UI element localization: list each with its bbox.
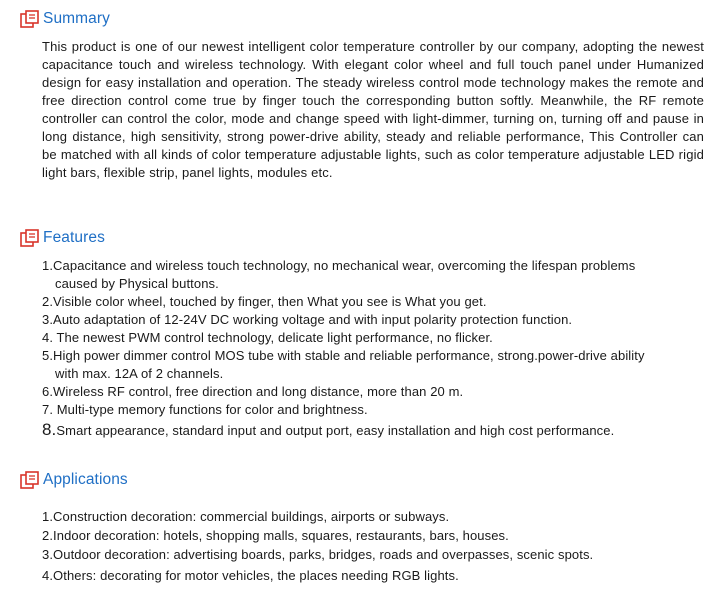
list-item: 3.Auto adaptation of 12-24V DC working voltage and with input polarity protection function. [42, 312, 573, 327]
list-item: 4. The newest PWM control technology, delicate light performance, no flicker. [42, 330, 493, 345]
list-item: 4.Others: decorating for motor vehicles, the places needing RGB lights. [42, 568, 459, 583]
list-item: 1.Construction decoration: commercial buildings, airports or subways. [42, 509, 450, 524]
summary-paragraph: This product is one of our newest intelligent color temperature controller by our company, adopting the newest capacitance touch and wireless technology. With elegant color wheel and full touch panel under Humanized design for easy installation and operation. The steady wireless control mode technology makes the remote and free direction control come true by finger touch the corresponding button softly. Meanwhile, the RF remote controller can control the color, mode and change speed with light-dimmer, turning on, turning off and pause in long distance, high sensitivity, strong power-drive ability, steady and reliable performance, This Controller can be matched with all kinds of color temperature adjustable lights, such as color temperature adjustable LED rigid light bars, flexible strip, panel lights, modules etc. [42, 39, 704, 180]
list-item: 5.High power dimmer control MOS tube with stable and reliable performance, strong.power-drive ability with max. 12A of 2 channels. [42, 348, 645, 381]
list-item: 8.Smart appearance, standard input and output port, easy installation and high cost performance. [42, 420, 615, 439]
features-heading [20, 229, 105, 247]
list-item: 2.Visible color wheel, touched by finger, then What you see is What you get. [42, 294, 487, 309]
summary-title: Summary [43, 10, 111, 27]
applications-title: Applications [43, 471, 128, 488]
applications-heading [20, 471, 128, 489]
applications-list [42, 507, 710, 585]
summary-heading [20, 10, 110, 28]
document-icon [20, 229, 40, 247]
features-title: Features [43, 229, 105, 246]
document-icon [20, 10, 40, 28]
list-item: 3.Outdoor decoration: advertising boards, parks, bridges, roads and overpasses, scenic spots. [42, 547, 594, 562]
document-icon [20, 471, 40, 489]
features-list [42, 257, 710, 440]
list-item: 6.Wireless RF control, free direction and long distance, more than 20 m. [42, 384, 464, 399]
list-item: 2.Indoor decoration: hotels, shopping malls, squares, restaurants, bars, houses. [42, 528, 509, 543]
list-item: 7. Multi-type memory functions for color and brightness. [42, 402, 368, 417]
list-item: 1.Capacitance and wireless touch technology, no mechanical wear, overcoming the lifespan problems caused by Physical buttons. [42, 258, 636, 291]
